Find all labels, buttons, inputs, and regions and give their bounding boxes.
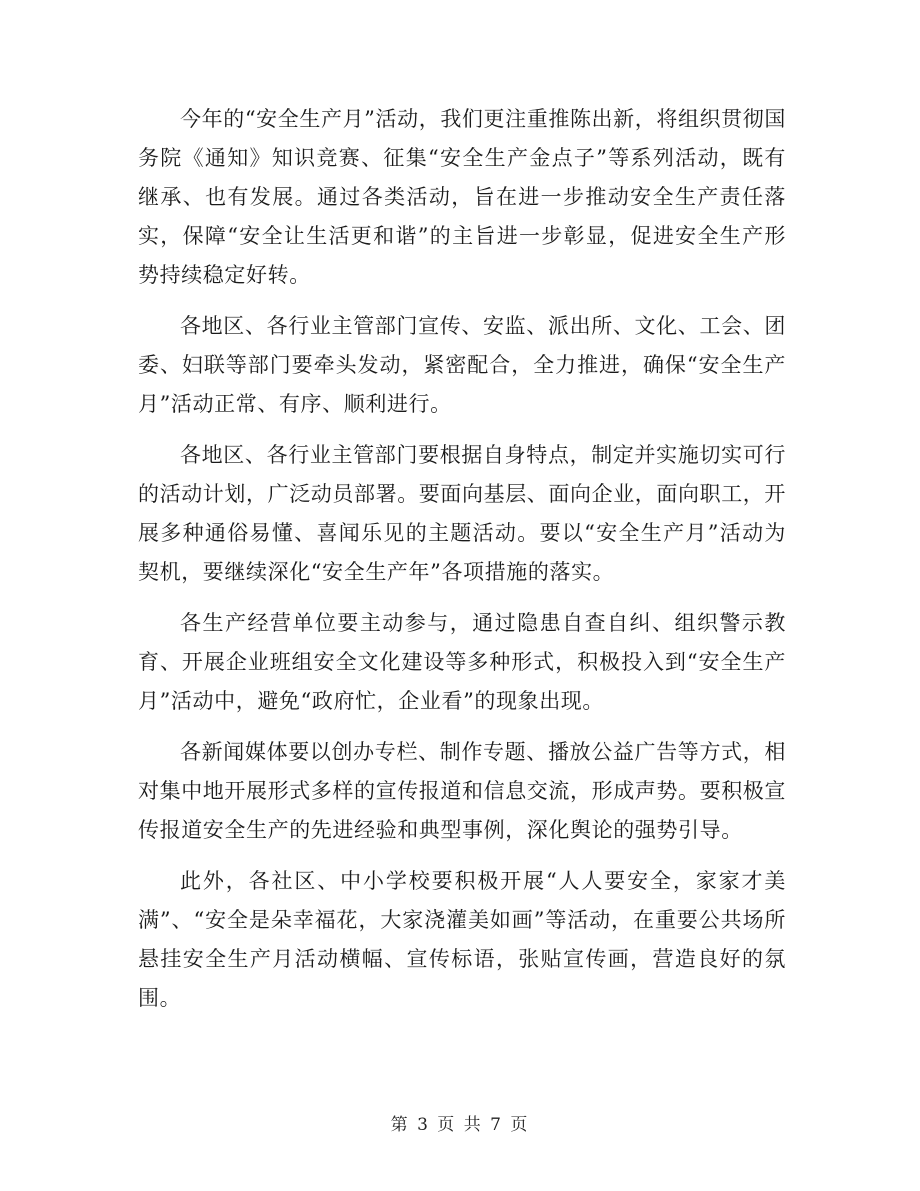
paragraph: 此外，各社区、中小学校要积极开展“人人要安全，家家才美满”、“安全是朵幸福花，大家浇灌美如画”等活动，在重要公共场所悬挂安全生产月活动横幅、宣传标语，张贴宣传画，营造良好的氛围。 <box>138 869 786 1010</box>
paragraph: 各地区、各行业主管部门宣传、安监、派出所、文化、工会、团委、妇联等部门要牵头发动，紧密配合，全力推进，确保“安全生产月”活动正常、有序、顺利进行。 <box>138 314 786 416</box>
document-body <box>138 100 786 1030</box>
paragraph: 各生产经营单位要主动参与，通过隐患自查自纠、组织警示教育、开展企业班组安全文化建设等多种形式，积极投入到“安全生产月”活动中，避免“政府忙，企业看”的现象出现。 <box>138 611 786 713</box>
paragraph: 各地区、各行业主管部门要根据自身特点，制定并实施切实可行的活动计划，广泛动员部署。要面向基层、面向企业，面向职工，开展多种通俗易懂、喜闻乐见的主题活动。要以“安全生产月”活动为契机，要继续深化“安全生产年”各项措施的落实。 <box>138 443 786 584</box>
paragraph: 今年的“安全生产月”活动，我们更注重推陈出新，将组织贯彻国务院《通知》知识竞赛、征集“安全生产金点子”等系列活动，既有继承、也有发展。通过各类活动，旨在进一步推动安全生产责任落实，保障“安全让生活更和谐”的主旨进一步彰显，促进安全生产形势持续稳定好转。 <box>138 107 786 287</box>
paragraph: 各新闻媒体要以创办专栏、制作专题、播放公益广告等方式，相对集中地开展形式多样的宣传报道和信息交流，形成声势。要积极宣传报道安全生产的先进经验和典型事例，深化舆论的强势引导。 <box>138 740 786 842</box>
page-number-footer: 第 3 页 共 7 页 <box>390 1115 530 1135</box>
